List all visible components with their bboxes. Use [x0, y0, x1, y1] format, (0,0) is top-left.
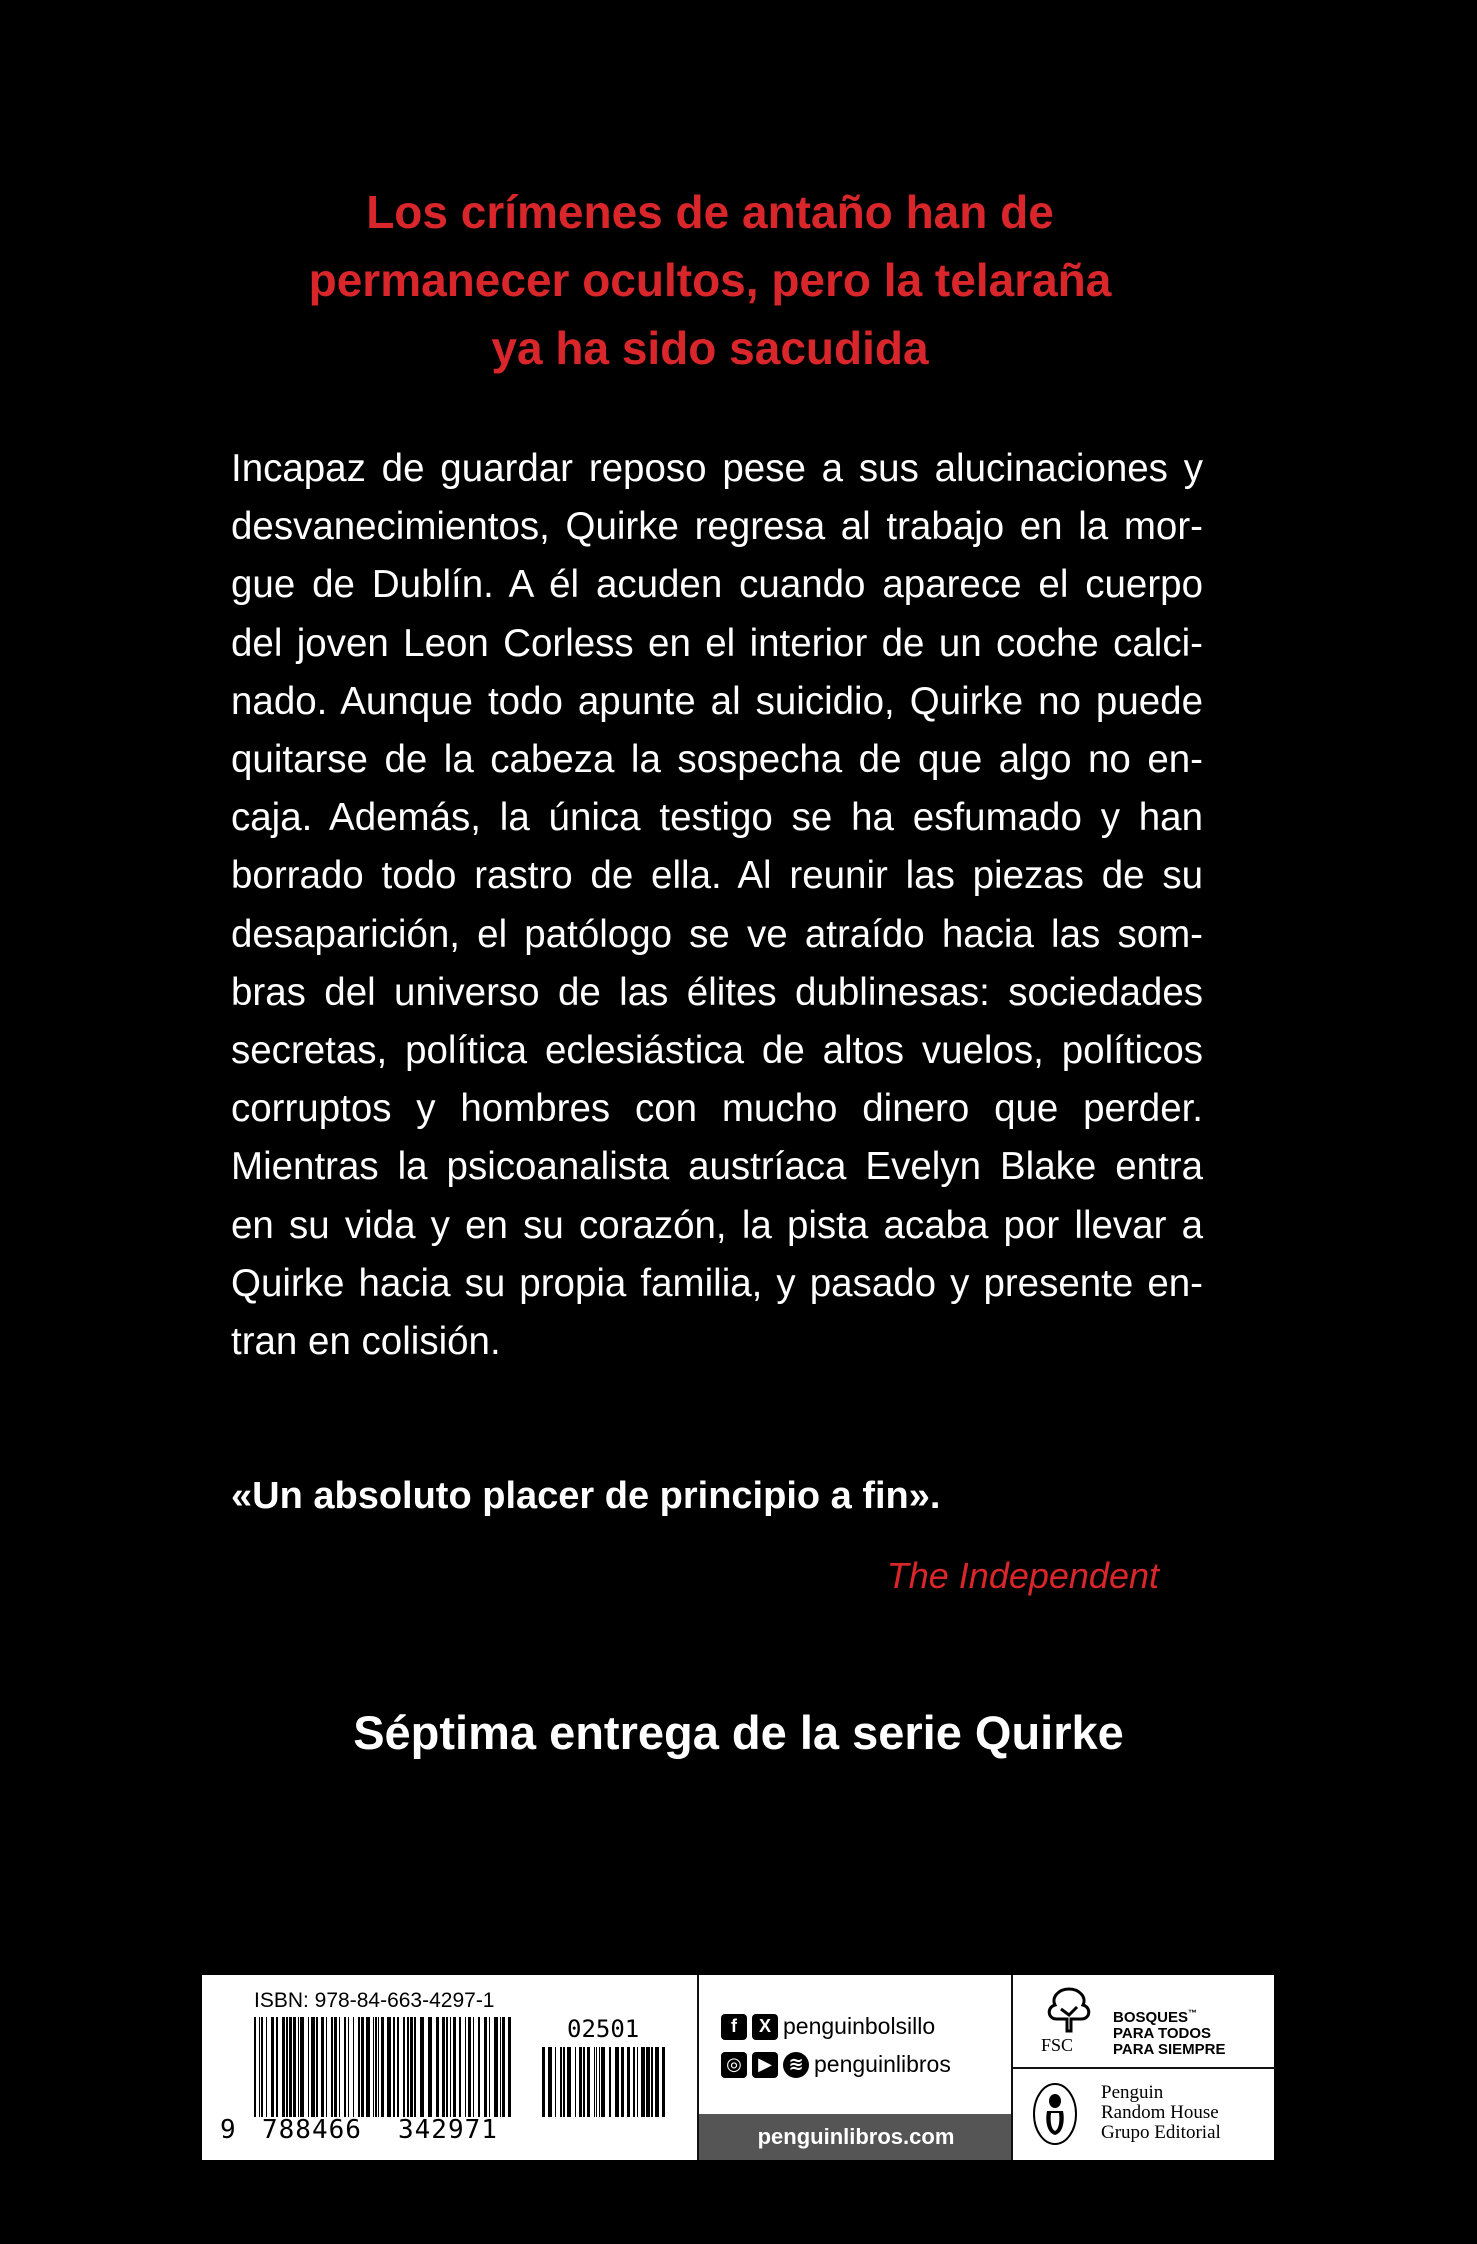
- publisher-line: Random House: [1101, 2102, 1219, 2123]
- barcode-bar: [646, 2047, 650, 2117]
- barcode-bar: [407, 2017, 409, 2117]
- barcode-bar: [621, 2047, 624, 2117]
- barcode-bar: [555, 2047, 556, 2117]
- barcode-bar: [478, 2017, 480, 2117]
- barcode-bar: [627, 2047, 630, 2117]
- blurb-line: en su vida y en su corazón, la pista acaba por llevar a: [231, 1203, 1203, 1247]
- blurb: [231, 440, 1203, 1371]
- barcode-bar: [298, 2017, 299, 2117]
- barcode-bar: [542, 2047, 545, 2117]
- spotify-icon[interactable]: ≋: [783, 2052, 809, 2078]
- social-handle[interactable]: penguinlibros: [814, 2051, 951, 2077]
- barcode-group-1: 788466: [262, 2115, 362, 2145]
- barcode-bar: [286, 2017, 288, 2117]
- barcode-bar: [609, 2047, 611, 2117]
- review-quote: «Un absoluto placer de principio a fin».: [231, 1475, 941, 1517]
- barcode-bar: [484, 2017, 487, 2117]
- barcode-bar: [282, 2017, 285, 2117]
- barcode-bar: [378, 2017, 379, 2117]
- publisher-name: [1101, 2083, 1221, 2143]
- review-source: The Independent: [886, 1555, 1159, 1596]
- barcode-lead-digit: 9: [220, 2115, 237, 2145]
- barcode-bar: [563, 2047, 565, 2117]
- barcode-bar: [453, 2017, 456, 2117]
- barcode: [254, 2017, 716, 2117]
- barcode-bar: [334, 2017, 337, 2117]
- barcode-bar: [308, 2017, 309, 2117]
- barcode-bar: [489, 2017, 490, 2117]
- fsc-logo: [1013, 1975, 1276, 2069]
- barcode-bar: [316, 2017, 318, 2117]
- barcode-bar: [361, 2017, 364, 2117]
- barcode-bar: [339, 2017, 340, 2117]
- barcode-bar: [326, 2017, 327, 2117]
- tagline-line: Los crímenes de antaño han de: [366, 186, 1054, 238]
- blurb-line: Incapaz de guardar reposo pese a sus alucinaciones y: [231, 447, 1203, 490]
- blurb-line: desvanecimientos, Quirke regresa al trabajo en la mor-: [231, 505, 1203, 549]
- publisher-logo: [1013, 2069, 1276, 2160]
- barcode-bar: [403, 2017, 405, 2117]
- blurb-line: quitarse de la cabeza la sospecha de que algo no en-: [231, 738, 1203, 782]
- fsc-slogan-line: PARA TODOS: [1113, 2025, 1212, 2042]
- barcode-bar: [459, 2017, 461, 2117]
- tagline: [180, 178, 1240, 382]
- barcode-bar: [276, 2017, 278, 2117]
- barcode-bar: [446, 2017, 448, 2117]
- barcode-bar: [637, 2047, 638, 2117]
- blurb-line: tran en colisión.: [231, 1320, 501, 1364]
- barcode-bar: [397, 2017, 399, 2117]
- barcode-bar: [500, 2017, 501, 2117]
- barcode-bar: [601, 2047, 605, 2117]
- barcode-bar: [331, 2017, 333, 2117]
- barcode-bar: [548, 2047, 552, 2117]
- isbn-label: ISBN: 978-84-663-4297-1: [254, 1989, 495, 2012]
- fsc-slogan: [1113, 2005, 1226, 2058]
- barcode-bar: [414, 2017, 416, 2117]
- barcode-group-2: 342971: [398, 2115, 498, 2145]
- fsc-label: FSC: [1041, 2035, 1074, 2055]
- barcode-bar: [587, 2047, 590, 2117]
- barcode-bar: [596, 2047, 597, 2117]
- barcode-bar: [373, 2017, 374, 2117]
- fsc-slogan-line: BOSQUES: [1113, 2009, 1189, 2026]
- tree-icon: [1041, 1985, 1097, 2033]
- social-handle[interactable]: penguinbolsillo: [783, 2013, 936, 2039]
- series-note: Séptima entrega de la serie Quirke: [353, 1706, 1124, 1759]
- barcode-bar: [633, 2047, 635, 2117]
- logos-panel: [1011, 1975, 1276, 2160]
- website-link[interactable]: penguinlibros.com: [699, 2114, 1013, 2160]
- tagline-line: permanecer ocultos, pero la telaraña: [308, 254, 1112, 306]
- facebook-icon[interactable]: f: [721, 2014, 747, 2040]
- barcode-bar: [381, 2017, 384, 2117]
- fsc-trademark: ™: [1188, 2008, 1198, 2018]
- barcode-bar: [271, 2017, 274, 2117]
- barcode-bar: [465, 2017, 466, 2117]
- barcode-bar: [615, 2047, 619, 2117]
- barcode-panel: [202, 1975, 696, 2160]
- publisher-line: Grupo Editorial: [1101, 2122, 1221, 2143]
- x-icon[interactable]: X: [752, 2014, 778, 2040]
- barcode-bar: [655, 2047, 659, 2117]
- barcode-bar: [494, 2017, 498, 2117]
- barcode-bar: [428, 2017, 432, 2117]
- barcode-bar: [641, 2047, 645, 2117]
- blurb-line: Quirke hacia su propia familia, y pasado y presente en-: [231, 1261, 1203, 1305]
- publisher-line: Penguin: [1101, 2082, 1164, 2103]
- penguin-icon: [1031, 2081, 1079, 2147]
- barcode-bar: [651, 2047, 653, 2117]
- blurb-line: Mientras la psicoanalista austríaca Evelyn Blake entra: [231, 1145, 1203, 1189]
- blurb-line: desaparición, el patólogo se ve atraído hacia las som-: [231, 912, 1203, 956]
- barcode-bar: [442, 2017, 445, 2117]
- barcode-bar: [375, 2017, 377, 2117]
- barcode-bar: [599, 2047, 600, 2117]
- barcode-bar: [450, 2017, 451, 2117]
- blurb-line: secretas, política eclesiástica de altos vuelos, políticos: [231, 1029, 1203, 1073]
- fsc-slogan-line: PARA SIEMPRE: [1113, 2041, 1226, 2058]
- barcode-bar: [259, 2017, 260, 2117]
- barcode-bar: [366, 2017, 370, 2117]
- social-row-1: [721, 2013, 935, 2040]
- blurb-line: del joven Leon Corless en el interior de un coche calci-: [231, 621, 1203, 665]
- tagline-line: ya ha sido sacudida: [491, 322, 929, 374]
- barcode-bar: [560, 2047, 562, 2117]
- barcode-bar: [579, 2047, 582, 2117]
- barcode-bar: [594, 2047, 595, 2117]
- barcode-bar: [436, 2017, 439, 2117]
- blurb-line: bras del universo de las élites dublinesas: sociedades: [231, 970, 1203, 1014]
- barcode-addon: 02501: [567, 2015, 640, 2043]
- youtube-icon[interactable]: ▶: [752, 2052, 778, 2078]
- social-panel: [697, 1975, 1013, 2160]
- barcode-bar: [662, 2047, 665, 2117]
- barcode-bar: [254, 2017, 256, 2117]
- barcode-bar: [358, 2017, 360, 2117]
- barcode-bar: [410, 2017, 413, 2117]
- blurb-line: nado. Aunque todo apunte al suicidio, Quirke no puede: [231, 679, 1203, 723]
- barcode-bar: [420, 2017, 424, 2117]
- instagram-icon[interactable]: ◎: [721, 2052, 747, 2078]
- barcode-bar: [321, 2017, 324, 2117]
- barcode-bar: [468, 2017, 471, 2117]
- barcode-bar: [387, 2017, 391, 2117]
- info-strip: [202, 1975, 1274, 2160]
- barcode-bar: [293, 2017, 296, 2117]
- barcode-bar: [575, 2047, 576, 2117]
- barcode-bar: [261, 2017, 263, 2117]
- social-row-2: [721, 2051, 951, 2078]
- blurb-line: gue de Dublín. A él acuden cuando aparece el cuerpo: [231, 563, 1203, 607]
- barcode-bar: [311, 2017, 315, 2117]
- barcode-bar: [266, 2017, 267, 2117]
- barcode-bar: [393, 2017, 395, 2117]
- barcode-bar: [583, 2047, 585, 2117]
- blurb-line: caja. Además, la única testigo se ha esfumado y han: [231, 796, 1203, 840]
- blurb-line: borrado todo rastro de ella. Al reunir las piezas de su: [231, 854, 1203, 898]
- barcode-bar: [473, 2017, 474, 2117]
- barcode-bar: [567, 2047, 571, 2117]
- barcode-bar: [344, 2017, 346, 2117]
- barcode-bar: [502, 2017, 505, 2117]
- barcode-bar: [289, 2017, 292, 2117]
- blurb-line: corruptos y hombres con mucho dinero que perder.: [231, 1087, 1203, 1131]
- barcode-bar: [508, 2017, 511, 2117]
- barcode-bar: [300, 2017, 304, 2117]
- barcode-bar: [348, 2017, 349, 2117]
- barcode-bar: [353, 2017, 354, 2117]
